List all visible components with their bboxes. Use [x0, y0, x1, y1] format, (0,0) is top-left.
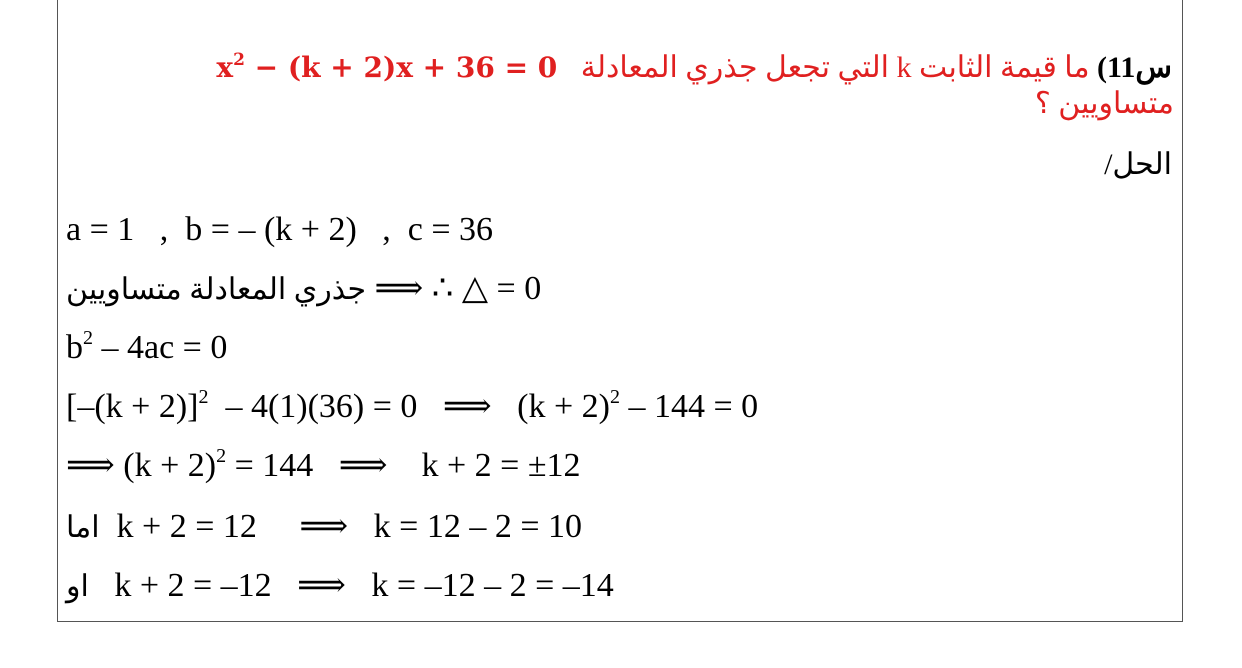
step-discriminant-zero: جذري المعادلة متساويين ⟹ ∴ △ = 0	[66, 270, 542, 307]
step-case-two: او k + 2 = –12 ⟹ k = –12 – 2 = –14	[66, 567, 614, 604]
question-continuation: متساويين ؟	[1034, 87, 1174, 120]
case-two-label: او	[66, 570, 89, 603]
step-square-root: ⟹ $(k + 2)^2 = 144$ ⟹ k + 2 = ±12	[66, 445, 581, 484]
solution-label: الحل/	[1104, 148, 1172, 181]
step-coefficients: a = 1 , b = – (k + 2) , c = 36	[66, 211, 494, 248]
question-text: ما قيمة الثابت k التي تجعل جذري المعادلة	[580, 51, 1090, 84]
equal-roots-text: جذري المعادلة متساويين	[66, 273, 367, 306]
step-discriminant-formula: $b^2 - 4ac = 0$	[66, 327, 228, 366]
case-one-label: اما	[66, 511, 100, 544]
step-substitution: $[-(k + 2)]^2 - 4(1)(36) = 0$ ⟹ $(k + 2)^2 - 144 = 0$	[66, 386, 759, 425]
step-case-one: اما k + 2 = 12 ⟹ k = 12 – 2 = 10	[66, 508, 582, 545]
question-number: س11)	[1097, 51, 1172, 84]
question-line	[216, 40, 1172, 88]
question-equation: $x^2 - (k + 2)x + 36 = 0$	[216, 50, 558, 84]
